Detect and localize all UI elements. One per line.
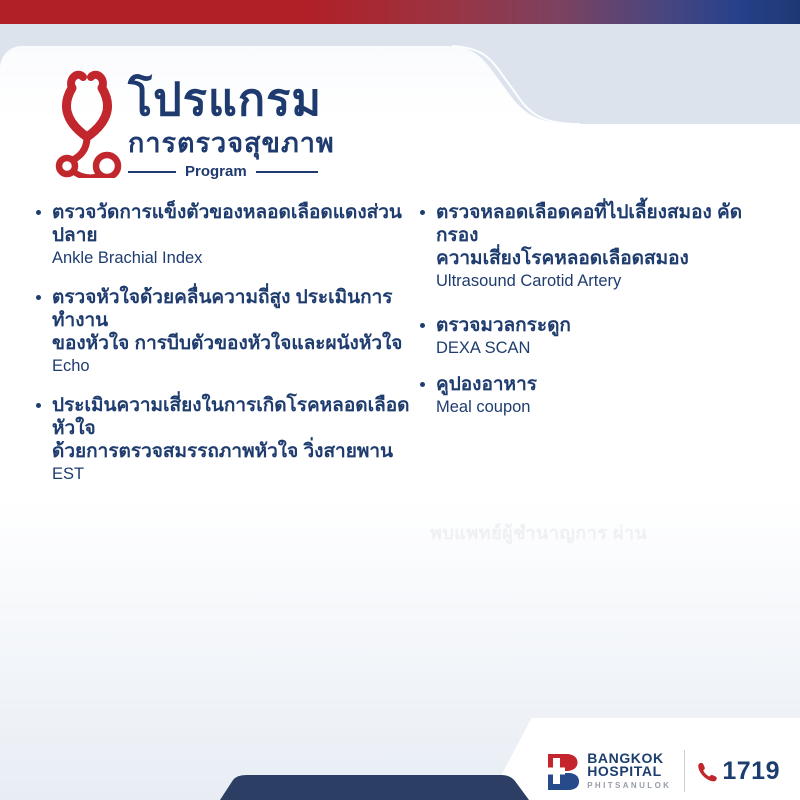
hospital-name-line2: HOSPITAL: [587, 762, 662, 779]
header-title-block: [128, 74, 335, 180]
item-english-label: Ultrasound Carotid Artery: [436, 272, 622, 290]
hospital-logo-block: [545, 750, 780, 792]
checkup-item: [36, 201, 426, 270]
item-thai-line: ตรวจมวลกระดูก: [436, 315, 571, 336]
bullet-dot: [36, 403, 41, 408]
checkup-item: [36, 394, 426, 486]
checkup-item: [36, 286, 426, 378]
checkup-list-left: [36, 201, 426, 502]
item-english-label: Meal coupon: [436, 398, 531, 416]
hospital-branch: PHITSANULOK: [587, 781, 672, 790]
checkup-list-right: [420, 201, 776, 435]
bullet-dot: [420, 382, 425, 387]
stethoscope-icon: [50, 70, 124, 178]
hotline: [696, 757, 780, 786]
ghost-watermark-text: พบแพทย์ผู้ชำนาญการ ผ่าน: [430, 523, 648, 543]
bangkok-hospital-b-mark: [545, 752, 579, 790]
item-thai-line: ประเมินความเสี่ยงในการเกิดโรคหลอดเลือดหัวใจ: [52, 395, 410, 439]
item-thai-line: ตรวจหลอดเลือดคอที่ไปเลี้ยงสมอง คัดกรอง: [436, 202, 743, 246]
bullet-dot: [420, 210, 425, 215]
item-thai-line: ตรวจหัวใจด้วยคลื่นความถี่สูง ประเมินการทำงาน: [52, 287, 393, 331]
item-thai-line: ของหัวใจ การบีบตัวของหัวใจและผนังหัวใจ: [52, 333, 403, 354]
checkup-item: [420, 314, 776, 360]
top-gradient-bar: [0, 0, 800, 24]
item-thai-line: ด้วยการตรวจสมรรถภาพหัวใจ วิ่งสายพาน: [52, 441, 394, 462]
item-thai-line: ตรวจวัดการแข็งตัวของหลอดเลือดแดงส่วนปลาย: [52, 202, 402, 246]
footer-navy-ribbon: [190, 770, 560, 800]
phone-icon: [696, 761, 717, 782]
program-caption-row: [128, 163, 318, 180]
item-english-label: DEXA SCAN: [436, 339, 531, 357]
item-english-label: EST: [52, 465, 85, 483]
page-subtitle: การตรวจสุขภาพ: [128, 128, 335, 158]
caption-rule-right: [256, 171, 318, 173]
item-thai-line: คูปองอาหาร: [436, 374, 537, 395]
item-english-label: Echo: [52, 357, 90, 375]
bullet-dot: [36, 295, 41, 300]
page-title: โปรแกรม: [128, 74, 322, 125]
header-swoosh-shape: [380, 24, 800, 124]
item-thai-line: ความเสี่ยงโรคหลอดเลือดสมอง: [436, 248, 689, 269]
bullet-dot: [36, 210, 41, 215]
checkup-item: [420, 201, 776, 293]
program-label: Program: [185, 163, 247, 180]
item-english-label: Ankle Brachial Index: [52, 249, 203, 267]
hospital-name-block: [587, 752, 671, 790]
checkup-item: [420, 373, 776, 419]
phone-number: 1719: [722, 756, 780, 785]
footer-divider: [684, 750, 685, 792]
hospital-name-line1: BANGKOK: [587, 750, 664, 766]
caption-rule-left: [128, 171, 176, 173]
bullet-dot: [420, 323, 425, 328]
